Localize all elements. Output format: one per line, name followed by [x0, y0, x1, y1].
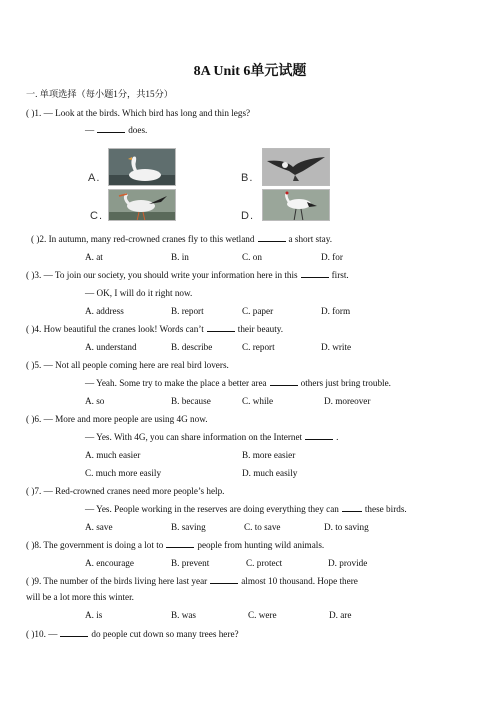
question-3: ( )3. — To join our society, you should write your information here in this first.	[26, 270, 349, 280]
option: B. saving	[171, 522, 206, 532]
option: C. report	[242, 342, 275, 352]
question-9-continued: will be a lot more this winter.	[26, 592, 134, 602]
question-5-reply: — Yeah. Some try to make the place a better area others just bring trouble.	[85, 378, 391, 388]
option: D. for	[321, 252, 343, 262]
answer-blank	[305, 431, 333, 440]
option: C. while	[242, 396, 274, 406]
option: A. at	[85, 252, 103, 262]
question-10: ( )10. — do people cut down so many trees here?	[26, 629, 239, 639]
stork-photo	[108, 189, 176, 221]
option: A. is	[85, 610, 103, 620]
option: B. describe	[171, 342, 213, 352]
answer-blank	[270, 377, 298, 386]
option: D. form	[321, 306, 351, 316]
answer-blank	[97, 124, 125, 133]
option: C. were	[248, 610, 277, 620]
option: C. on	[242, 252, 262, 262]
option: A. save	[85, 522, 113, 532]
option: D. moreover	[324, 396, 371, 406]
option: C. paper	[242, 306, 274, 316]
answer-blank	[342, 503, 362, 512]
option: D. much easily	[242, 468, 298, 478]
option: A. encourage	[85, 558, 134, 568]
option: C. to save	[244, 522, 281, 532]
question-7: ( )7. — Red-crowned cranes need more people’s help.	[26, 486, 225, 496]
option: C. protect	[246, 558, 283, 568]
option: B. report	[171, 306, 204, 316]
eagle-photo	[262, 148, 330, 186]
answer-blank	[210, 575, 238, 584]
option: A. so	[85, 396, 105, 406]
option: A. much easier	[85, 450, 141, 460]
question-3-reply: — OK, I will do it right now.	[85, 288, 193, 298]
option: B. because	[171, 396, 211, 406]
answer-blank	[301, 269, 329, 278]
option-label-a: A.	[88, 172, 101, 184]
question-7-reply: — Yes. People working in the reserves are doing everything they can these birds.	[85, 504, 407, 514]
option: B. prevent	[171, 558, 210, 568]
option: B. was	[171, 610, 197, 620]
option-label-c: C.	[90, 210, 103, 222]
swan-photo	[108, 148, 176, 186]
section-heading: 一. 单项选择（每小题1分，共15分）	[26, 89, 173, 99]
answer-blank	[166, 539, 194, 548]
option: D. are	[329, 610, 352, 620]
option: D. to saving	[324, 522, 369, 532]
question-1: ( )1. — Look at the birds. Which bird has long and thin legs?	[26, 108, 251, 118]
option: A. understand	[85, 342, 137, 352]
option: B. in	[171, 252, 189, 262]
option: D. provide	[328, 558, 368, 568]
answer-blank	[258, 233, 286, 242]
page-title: 8A Unit 6单元试题	[193, 64, 307, 79]
question-6: ( )6. — More and more people are using 4G now.	[26, 414, 208, 424]
question-6-reply: — Yes. With 4G, you can share information on the Internet .	[85, 432, 339, 442]
answer-blank	[207, 323, 235, 332]
question-5: ( )5. — Not all people coming here are real bird lovers.	[26, 360, 229, 370]
crane-photo	[262, 189, 330, 221]
question-8: ( )8. The government is doing a lot to people from hunting wild animals.	[26, 540, 325, 550]
option: C. much more easily	[85, 468, 162, 478]
option: D. write	[321, 342, 352, 352]
option-label-d: D.	[241, 210, 254, 222]
question-4: ( )4. How beautiful the cranes look! Words can’t their beauty.	[26, 324, 284, 334]
question-1-answer-line: — does.	[85, 125, 148, 135]
option-label-b: B.	[241, 172, 254, 184]
question-2: ( )2. In autumn, many red-crowned cranes fly to this wetland a short stay.	[31, 234, 333, 244]
option: A. address	[85, 306, 124, 316]
option: B. more easier	[242, 450, 296, 460]
question-9: ( )9. The number of the birds living here last year almost 10 thousand. Hope there	[26, 576, 358, 586]
answer-blank	[60, 628, 88, 637]
